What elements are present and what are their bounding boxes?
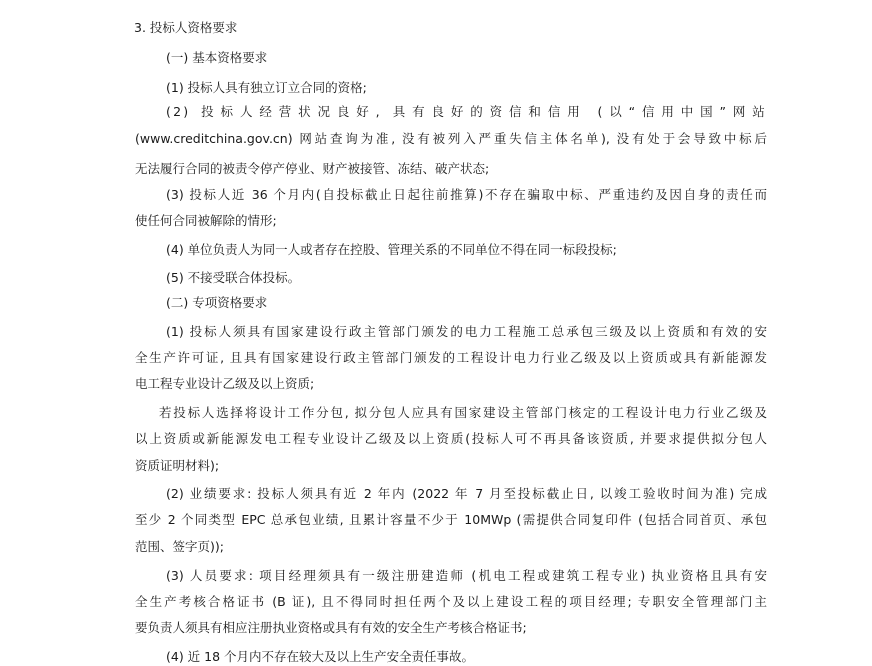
basic-item-3-line-2: 使任何合同被解除的情形; (135, 213, 277, 228)
special-item-3-line-3: 要负责人须具有相应注册执业资格或具有有效的安全生产考核合格证书; (135, 620, 527, 635)
special-requirements-title: (二) 专项资格要求 (166, 295, 268, 310)
special-item-1-line-2: 全生产许可证, 且具有国家建设行政主管部门颁发的工程设计电力行业乙级及以上资质或具有新能源发 (135, 350, 767, 365)
special-item-2-line-2: 至少 2 个同类型 EPC 总承包业绩, 且累计容量不少于 10MWp (需提供合同复印件 (包括合同首页、承包 (135, 512, 767, 527)
basic-item-4: (4) 单位负责人为同一人或者存在控股、管理关系的不同单位不得在同一标段投标; (166, 242, 617, 257)
special-item-2-line-1: (2) 业绩要求: 投标人须具有近 2 年内 (2022 年 7 月至投标截止日, 以竣工验收时间为准) 完成 (166, 486, 767, 501)
basic-requirements-title: (一) 基本资格要求 (166, 50, 268, 65)
special-item-3-line-1: (3) 人员要求: 项目经理须具有一级注册建造师 (机电工程或建筑工程专业) 执业资格且具有安 (166, 568, 767, 583)
basic-item-3-line-1: (3) 投标人近 36 个月内(自投标截止日起往前推算)不存在骗取中标、严重违约及因自身的责任而 (166, 187, 767, 202)
basic-item-2-line-1: (2) 投标人经营状况良好, 具有良好的资信和信用 (以“信用中国”网站 (166, 104, 767, 119)
basic-item-2-line-3: 无法履行合同的被责令停产停业、财产被接管、冻结、破产状态; (135, 161, 490, 176)
subcontract-line-2: 以上资质或新能源发电工程专业设计乙级及以上资质(投标人可不再具备该资质, 并要求提供拟分包人 (135, 431, 767, 446)
basic-item-5: (5) 不接受联合体投标。 (166, 270, 301, 285)
special-item-2-line-3: 范围、签字页)); (135, 539, 224, 554)
subcontract-line-1: 若投标人选择将设计工作分包, 拟分包人应具有国家建设主管部门核定的工程设计电力行业乙级及 (159, 405, 767, 420)
basic-item-2-line-2: (www.creditchina.gov.cn) 网站查询为准, 没有被列入严重失信主体名单), 没有处于会导致中标后 (135, 131, 767, 146)
section-heading: 3. 投标人资格要求 (134, 20, 238, 35)
special-item-1-line-1: (1) 投标人须具有国家建设行政主管部门颁发的电力工程施工总承包三级及以上资质和有效的安 (166, 324, 767, 339)
subcontract-line-3: 资质证明材料); (135, 458, 220, 473)
special-item-1-line-3: 电工程专业设计乙级及以上资质; (135, 376, 315, 391)
special-item-3-line-2: 全生产考核合格证书 (B 证), 且不得同时担任两个及以上建设工程的项目经理; 专职安全管理部门主 (135, 594, 767, 609)
special-item-4: (4) 近 18 个月内不存在较大及以上生产安全责任事故。 (166, 649, 475, 664)
basic-item-1: (1) 投标人具有独立订立合同的资格; (166, 80, 367, 95)
